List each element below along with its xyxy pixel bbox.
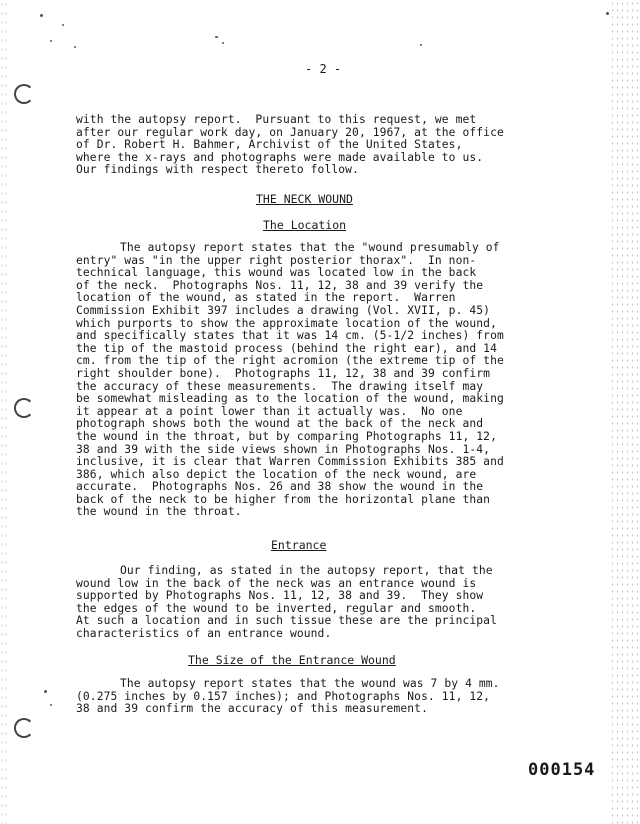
scan-speck xyxy=(50,704,52,706)
scan-speck xyxy=(420,44,422,46)
scan-speck xyxy=(50,40,52,42)
scan-speck xyxy=(74,46,76,48)
entrance-paragraph: Our finding, as stated in the autopsy report, that the wound low in the back of the neck was an entrance wound is supported by Photographs Nos. 11, 12, 38 and 39. They show the edges of the wound to be inverted, regular and smooth. At such a location and in such tissue these are the principal characteristics of an entrance wound. xyxy=(76,564,497,640)
scan-speck xyxy=(62,24,64,26)
punch-hole xyxy=(14,84,34,104)
section-heading-neck-wound: THE NECK WOUND xyxy=(256,192,353,206)
page-number: - 2 - xyxy=(305,62,342,76)
scan-speck xyxy=(606,12,609,15)
subheading-entrance-size: The Size of the Entrance Wound xyxy=(188,653,396,667)
scan-edge-noise xyxy=(610,0,640,824)
subheading-location: The Location xyxy=(263,218,347,232)
scan-speck xyxy=(215,36,218,38)
scan-edge-noise-left xyxy=(0,0,8,824)
scan-speck xyxy=(40,14,43,17)
scan-speck xyxy=(44,690,47,693)
location-paragraph: The autopsy report states that the "wound presumably of entry" was "in the upper right posterior thorax". In non- technical language, this wound was located low in the back of the neck. Photographs Nos. 11, 12, 38 and 39 verify the location of the wound, as stated in the report. Warren Commission Exhibit 397 includes a drawing (Vol. XVII, p. 45) which purports to show the approximate location of the wound, and specifically states that it was 14 cm. (5-1/2 inches) from the tip of the mastoid process (behind the right ear), and 14 cm. from the tip of the right acromion (the extreme tip of the right shoulder bone). Photographs 11, 12, 38 and 39 confirm the accuracy of these measurements. The drawing itself may be somewhat misleading as to the location of the wound, making it appear at a point lower than it actually was. No one photograph shows both the wound at the back of the neck and the wound in the throat, but by comparing Photographs 11, 12, 38 and 39 with the side views shown in Photographs Nos. 1-4, inclusive, it is clear that Warren Commission Exhibits 385 and 386, which also depict the location of the neck wound, are accurate. Photographs Nos. 26 and 38 show the wound in the back of the neck to be higher from the horizontal plane than the wound in the throat. xyxy=(76,241,504,519)
document-id: 000154 xyxy=(528,760,596,780)
punch-hole xyxy=(14,398,34,418)
size-paragraph: The autopsy report states that the wound was 7 by 4 mm. (0.275 inches by 0.157 inches); and Photographs Nos. 11, 12, 38 and 39 confirm the accuracy of this measurement. xyxy=(76,677,500,716)
scan-speck xyxy=(222,42,224,44)
opening-paragraph: with the autopsy report. Pursuant to this request, we met after our regular work day, on January 20, 1967, at the office of Dr. Robert H. Bahmer, Archivist of the United States, where the x-rays and photographs were made available to us. Our findings with respect thereto follow. xyxy=(76,113,504,177)
subheading-entrance: Entrance xyxy=(271,538,327,552)
punch-hole xyxy=(14,718,34,738)
